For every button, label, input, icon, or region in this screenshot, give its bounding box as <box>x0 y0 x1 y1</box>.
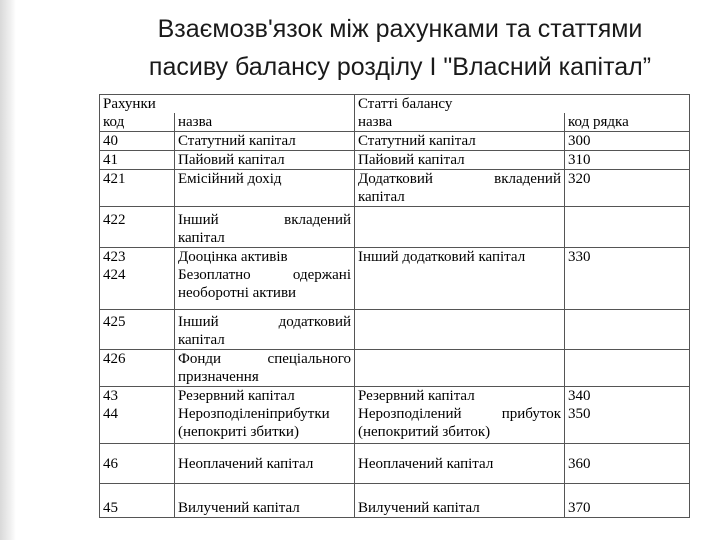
table-row <box>100 248 690 310</box>
line-code <box>565 207 690 248</box>
account-code-line-1: 423 <box>103 249 126 265</box>
account-name-line-3: (непокриті збитки) <box>178 424 299 440</box>
table-row <box>100 170 690 207</box>
account-name-line-1: Фонди спеціального <box>178 351 351 367</box>
subheader-line-code: код рядка <box>565 113 690 132</box>
account-code-line-2: 44 <box>103 406 118 422</box>
account-name <box>175 248 355 310</box>
account-name <box>175 207 355 248</box>
account-code-line-1: 43 <box>103 388 118 404</box>
line-code: 330 <box>565 248 690 310</box>
subheader-item-name: назва <box>355 113 565 132</box>
balance-item: Пайовий капітал <box>355 151 565 170</box>
table-header-row <box>100 95 690 114</box>
line-code <box>565 310 690 350</box>
table-row <box>100 387 690 444</box>
table-row <box>100 444 690 484</box>
account-name <box>175 350 355 387</box>
account-code-line-2: 424 <box>103 267 126 283</box>
account-code: 421 <box>100 170 175 207</box>
balance-item: Неоплачений капітал <box>355 444 565 484</box>
subheader-code: код <box>100 113 175 132</box>
account-name-line-2: Нерозподіленіприбутки <box>178 406 330 422</box>
account-name: Емісійний дохід <box>175 170 355 207</box>
account-name-line-1: Інший вкладений <box>178 212 351 228</box>
line-code-line-1: 340 <box>568 388 591 404</box>
balance-item: Вилучений капітал <box>355 484 565 518</box>
table-row <box>100 132 690 151</box>
account-name-line-2: Безоплатно одержані <box>178 267 351 283</box>
table-row <box>100 484 690 518</box>
account-name: Вилучений капітал <box>175 484 355 518</box>
account-name-line-2: капітал <box>178 332 225 348</box>
account-code: 425 <box>100 310 175 350</box>
subheader-account-name: назва <box>175 113 355 132</box>
line-code: 370 <box>565 484 690 518</box>
account-name <box>175 387 355 444</box>
title-line-1: Взаємозв'язок між рахунками та статтями <box>157 15 643 43</box>
line-code-line-2: 350 <box>568 406 591 422</box>
balance-item <box>355 170 565 207</box>
header-accounts: Рахунки <box>100 95 355 114</box>
line-code: 360 <box>565 444 690 484</box>
account-code: 426 <box>100 350 175 387</box>
line-code <box>565 387 690 444</box>
balance-item-line-1: Резервний капітал <box>358 388 475 404</box>
account-name: Статутний капітал <box>175 132 355 151</box>
account-name <box>175 310 355 350</box>
title-line-2: пасиву балансу розділу I "Власний капітал” <box>148 53 652 81</box>
line-code: 310 <box>565 151 690 170</box>
table-row <box>100 151 690 170</box>
balance-item: Інший додатковий капітал <box>355 248 565 310</box>
account-code: 46 <box>100 444 175 484</box>
account-code: 45 <box>100 484 175 518</box>
account-name-line-2: призначення <box>178 369 259 385</box>
table-row <box>100 310 690 350</box>
balance-item-line-1: Додатковий вкладений <box>358 171 561 187</box>
line-code <box>565 350 690 387</box>
balance-item-line-2: капітал <box>358 189 405 205</box>
balance-item <box>355 350 565 387</box>
account-code: 422 <box>100 207 175 248</box>
account-name-line-1: Інший додатковий <box>178 314 351 330</box>
account-code <box>100 248 175 310</box>
account-name-line-1: Резервний капітал <box>178 388 295 404</box>
account-name-line-1: Дооцінка активів <box>178 249 288 265</box>
account-name-line-3: необоротні активи <box>178 285 297 301</box>
left-decorative-bar <box>0 0 16 540</box>
balance-item: Статутний капітал <box>355 132 565 151</box>
account-code <box>100 387 175 444</box>
accounts-balance-table <box>99 94 690 518</box>
table-row <box>100 350 690 387</box>
line-code: 300 <box>565 132 690 151</box>
line-code: 320 <box>565 170 690 207</box>
table-row <box>100 207 690 248</box>
header-balance-items: Статті балансу <box>355 95 690 114</box>
table-subheader-row <box>100 113 690 132</box>
balance-item-line-3: (непокритий збиток) <box>358 424 491 440</box>
balance-item-line-2: Нерозподілений прибуток <box>358 406 561 422</box>
balance-item <box>355 207 565 248</box>
account-code: 41 <box>100 151 175 170</box>
account-name-line-2: капітал <box>178 230 225 246</box>
balance-item <box>355 310 565 350</box>
account-code: 40 <box>100 132 175 151</box>
slide-title <box>80 10 720 86</box>
balance-item <box>355 387 565 444</box>
account-name: Неоплачений капітал <box>175 444 355 484</box>
account-name: Пайовий капітал <box>175 151 355 170</box>
